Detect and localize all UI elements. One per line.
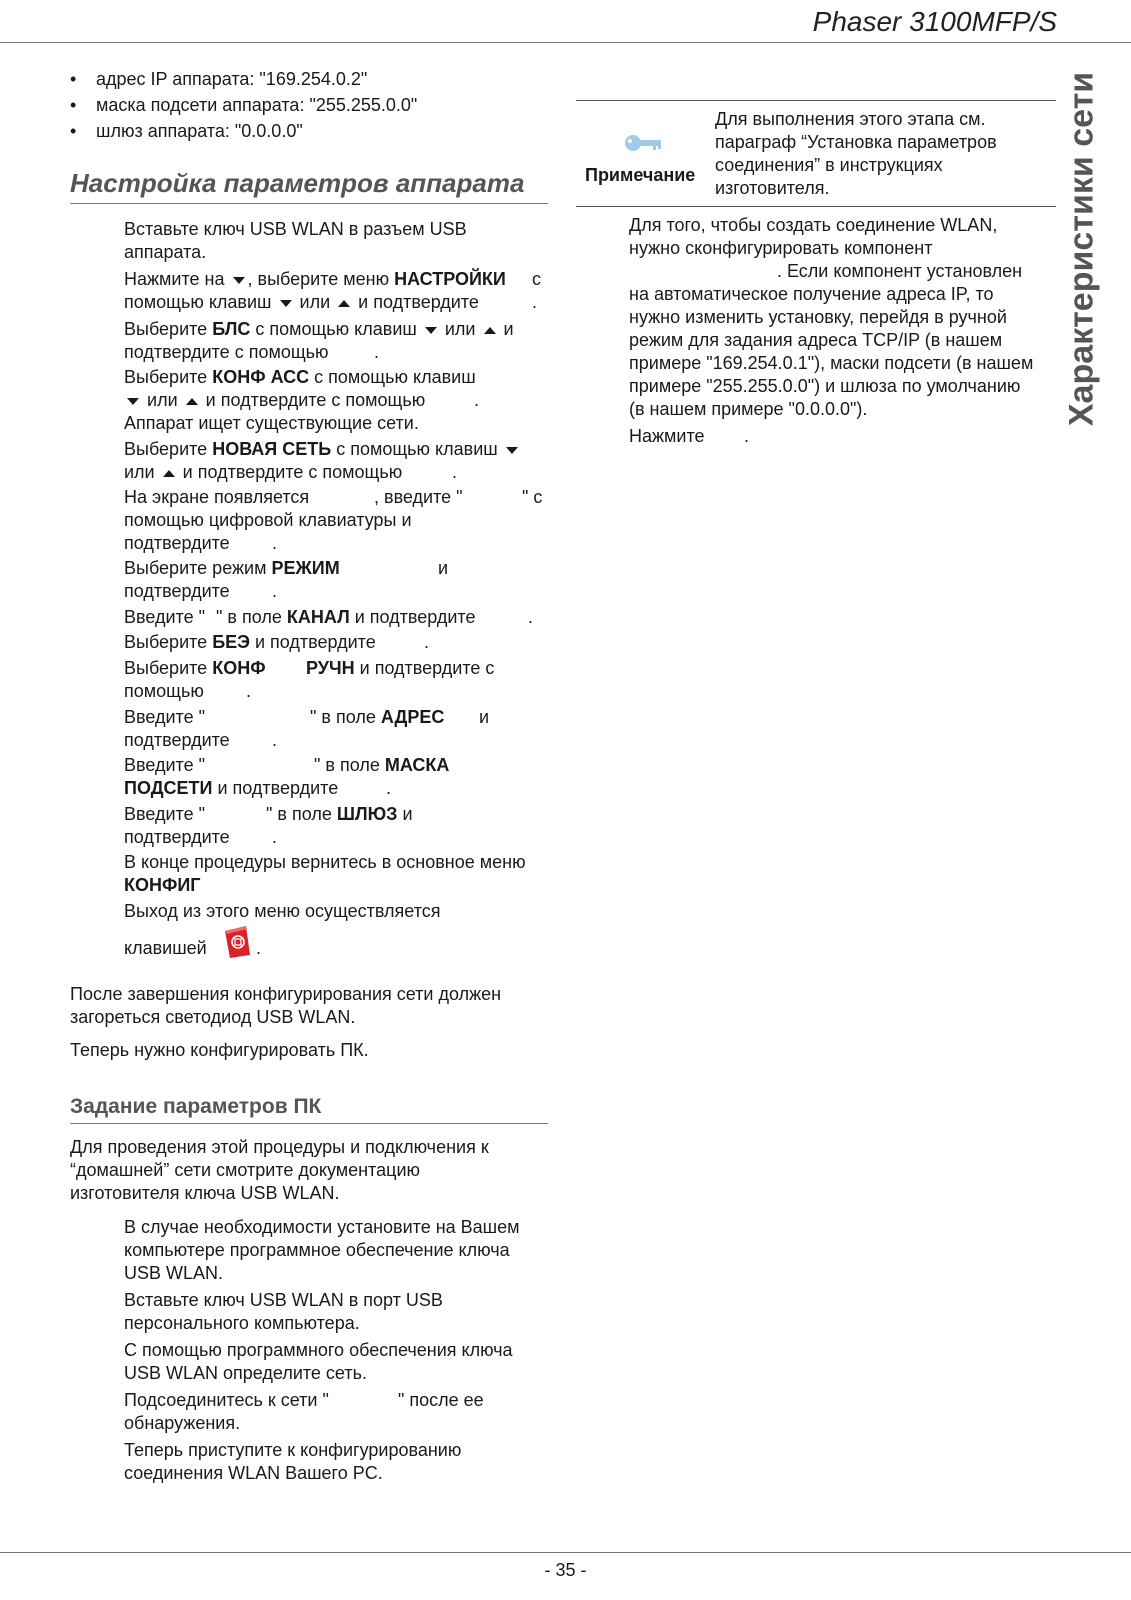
step-text: " с xyxy=(522,487,543,507)
chapter-side-tab-label: Характеристики сети xyxy=(1062,71,1101,427)
step-text: Выберите НОВАЯ СЕТЬ с помощью клавиш xyxy=(124,438,521,461)
step-text: компьютере программное обеспечение ключа xyxy=(124,1240,510,1260)
step-text: клавишей xyxy=(124,938,207,958)
header-divider xyxy=(0,42,1131,43)
step-text: с xyxy=(532,269,541,289)
note-label: Примечание xyxy=(585,165,696,185)
step-text: Выберите БЛС с помощью клавиш или и xyxy=(124,319,514,339)
step-text: " в поле МАСКА xyxy=(314,755,450,775)
step-text: соединения WLAN Вашего PC. xyxy=(124,1463,383,1483)
section-heading-rule xyxy=(70,1123,548,1124)
paragraph: “домашней” сети смотрите документацию xyxy=(70,1160,421,1180)
arrow-down-key-icon xyxy=(280,300,292,307)
step-text: РУЧН и подтвердите с xyxy=(306,658,495,678)
bullet-item: маска подсети аппарата: "255.255.0.0" xyxy=(96,95,418,115)
step-text: . xyxy=(532,292,538,312)
bullet-icon: • xyxy=(70,69,77,89)
step-text: Введите " xyxy=(124,804,205,824)
section-heading-device-setup: Настройка параметров аппарата xyxy=(70,168,525,198)
step-text: Введите " xyxy=(124,607,205,627)
bullet-item: адрес IP аппарата: "169.254.0.2" xyxy=(96,69,368,89)
step-text: персонального компьютера. xyxy=(124,1313,360,1333)
paragraph: Теперь нужно конфигурировать ПК. xyxy=(70,1040,369,1060)
arrow-down-key-icon xyxy=(425,327,437,334)
arrow-up-key-icon xyxy=(484,327,496,334)
step-text: подтвердите xyxy=(124,827,230,847)
step-text: . xyxy=(272,533,278,553)
step-text: . xyxy=(272,730,278,750)
step-text: . xyxy=(272,827,278,847)
step-text: , введите " xyxy=(374,487,463,507)
step-text: Аппарат ищет существующие сети. xyxy=(124,413,419,433)
step-text: " после ее xyxy=(398,1390,484,1410)
step-text: обнаружения. xyxy=(124,1413,241,1433)
arrow-up-key-icon xyxy=(338,300,350,307)
step-text: Введите " xyxy=(124,755,205,775)
step-text: подтвердите с помощью xyxy=(124,342,329,362)
chapter-side-tab xyxy=(1052,71,1112,427)
step-text: Вставьте ключ USB WLAN в разъем USB xyxy=(124,219,467,239)
arrow-up-key-icon xyxy=(186,398,198,405)
document-header-title: Phaser 3100MFP/S xyxy=(812,6,1057,37)
note-text: соединения” в инструкциях xyxy=(715,155,943,175)
step-text: и xyxy=(479,707,490,727)
paragraph: . Если компонент установлен xyxy=(777,261,1023,281)
step-text: С помощью программного обеспечения ключа xyxy=(124,1340,513,1360)
arrow-down-key-icon xyxy=(233,277,245,284)
step-text: помощью клавиш или и подтвердите xyxy=(124,292,479,312)
step-text: Вставьте ключ USB WLAN в порт USB xyxy=(124,1290,443,1310)
paragraph: примере "169.254.0.1"), маски подсети (в нашем xyxy=(629,353,1034,373)
step-text: Введите " xyxy=(124,707,205,727)
step-text: . xyxy=(452,462,458,482)
step-text: помощью цифровой клавиатуры и xyxy=(124,510,412,530)
paragraph: изготовителя ключа USB WLAN. xyxy=(70,1183,340,1203)
step-text: Выберите режим РЕЖИМ xyxy=(124,558,340,578)
note-top-rule xyxy=(576,100,1056,101)
step-text: . xyxy=(474,390,480,410)
step-text: ПОДСЕТИ и подтвердите xyxy=(124,778,339,798)
step-text: Выход из этого меню осуществляется xyxy=(124,901,441,921)
step-text: " в поле КАНАЛ и подтвердите xyxy=(216,607,476,627)
paragraph: режим для задания адреса TCP/IP (в нашем xyxy=(629,330,1003,350)
paragraph: Для того, чтобы создать соединение WLAN, xyxy=(629,215,998,235)
note-text: Для выполнения этого этапа см. xyxy=(715,109,986,129)
step-text: подтвердите xyxy=(124,730,230,750)
footer-divider xyxy=(0,1552,1131,1553)
step-text: На экране появляется xyxy=(124,487,310,507)
arrow-up-key-icon xyxy=(163,470,175,477)
paragraph: Нажмите xyxy=(629,426,705,446)
step-text: подтвердите xyxy=(124,581,230,601)
paragraph: (в нашем примере "0.0.0.0"). xyxy=(629,399,868,419)
step-text: Выберите КОНФ АСС с помощью клавиш xyxy=(124,367,476,387)
step-text: помощью xyxy=(124,681,204,701)
key-icon xyxy=(624,132,664,154)
step-text: аппарата. xyxy=(124,242,207,262)
arrow-down-key-icon xyxy=(506,447,518,454)
step-text: . xyxy=(374,342,380,362)
paragraph: После завершения конфигурирования сети должен xyxy=(70,984,502,1004)
step-text: . xyxy=(424,632,430,652)
step-text: Выберите КОНФ xyxy=(124,658,266,678)
step-text: КОНФИГ xyxy=(124,875,201,895)
step-text: . xyxy=(386,778,392,798)
bullet-icon: • xyxy=(70,121,77,141)
note-text: параграф “Установка параметров xyxy=(715,132,997,152)
step-text: подтвердите xyxy=(124,533,230,553)
step-text: USB WLAN определите сеть. xyxy=(124,1363,367,1383)
paragraph: загореться светодиод USB WLAN. xyxy=(70,1007,356,1027)
paragraph: . xyxy=(744,426,750,446)
step-text: и xyxy=(438,558,449,578)
step-text: Выберите БЕЭ и подтвердите xyxy=(124,632,376,652)
step-text: В конце процедуры вернитесь в основное меню xyxy=(124,852,526,872)
step-text: . xyxy=(256,938,262,958)
step-text: или и подтвердите с помощью xyxy=(124,389,425,412)
step-text: . xyxy=(528,607,534,627)
paragraph: нужно изменить установку, перейдя в ручной xyxy=(629,307,1007,327)
paragraph: на автоматическое получение адреса IP, то xyxy=(629,284,994,304)
bullet-icon: • xyxy=(70,95,77,115)
step-text: Подсоединитесь к сети " xyxy=(124,1390,329,1410)
step-text: " в поле ШЛЮЗ и xyxy=(266,804,413,824)
arrow-down-key-icon xyxy=(127,398,139,405)
stop-key-icon xyxy=(222,925,252,959)
section-heading-pc-setup: Задание параметров ПК xyxy=(70,1095,322,1118)
bullet-item: шлюз аппарата: "0.0.0.0" xyxy=(96,121,303,141)
step-text: . xyxy=(272,581,278,601)
step-text: . xyxy=(246,681,252,701)
paragraph: нужно сконфигурировать компонент xyxy=(629,238,933,258)
paragraph: Для проведения этой процедуры и подключения к xyxy=(70,1137,489,1157)
note-bottom-rule xyxy=(576,206,1056,207)
page-number: - 35 - xyxy=(544,1560,587,1580)
step-text: " в поле АДРЕС xyxy=(310,707,445,727)
step-text: или и подтвердите с помощью xyxy=(124,462,403,482)
note-text: изготовителя. xyxy=(715,178,830,198)
paragraph: примере "255.255.0.0") и шлюза по умолчанию xyxy=(629,376,1021,396)
step-text: Нажмите на , выберите меню НАСТРОЙКИ xyxy=(124,269,506,289)
section-heading-rule xyxy=(70,203,548,204)
step-text: Теперь приступите к конфигурированию xyxy=(124,1440,462,1460)
step-text: В случае необходимости установите на Вашем xyxy=(124,1217,520,1237)
step-text: USB WLAN. xyxy=(124,1263,224,1283)
